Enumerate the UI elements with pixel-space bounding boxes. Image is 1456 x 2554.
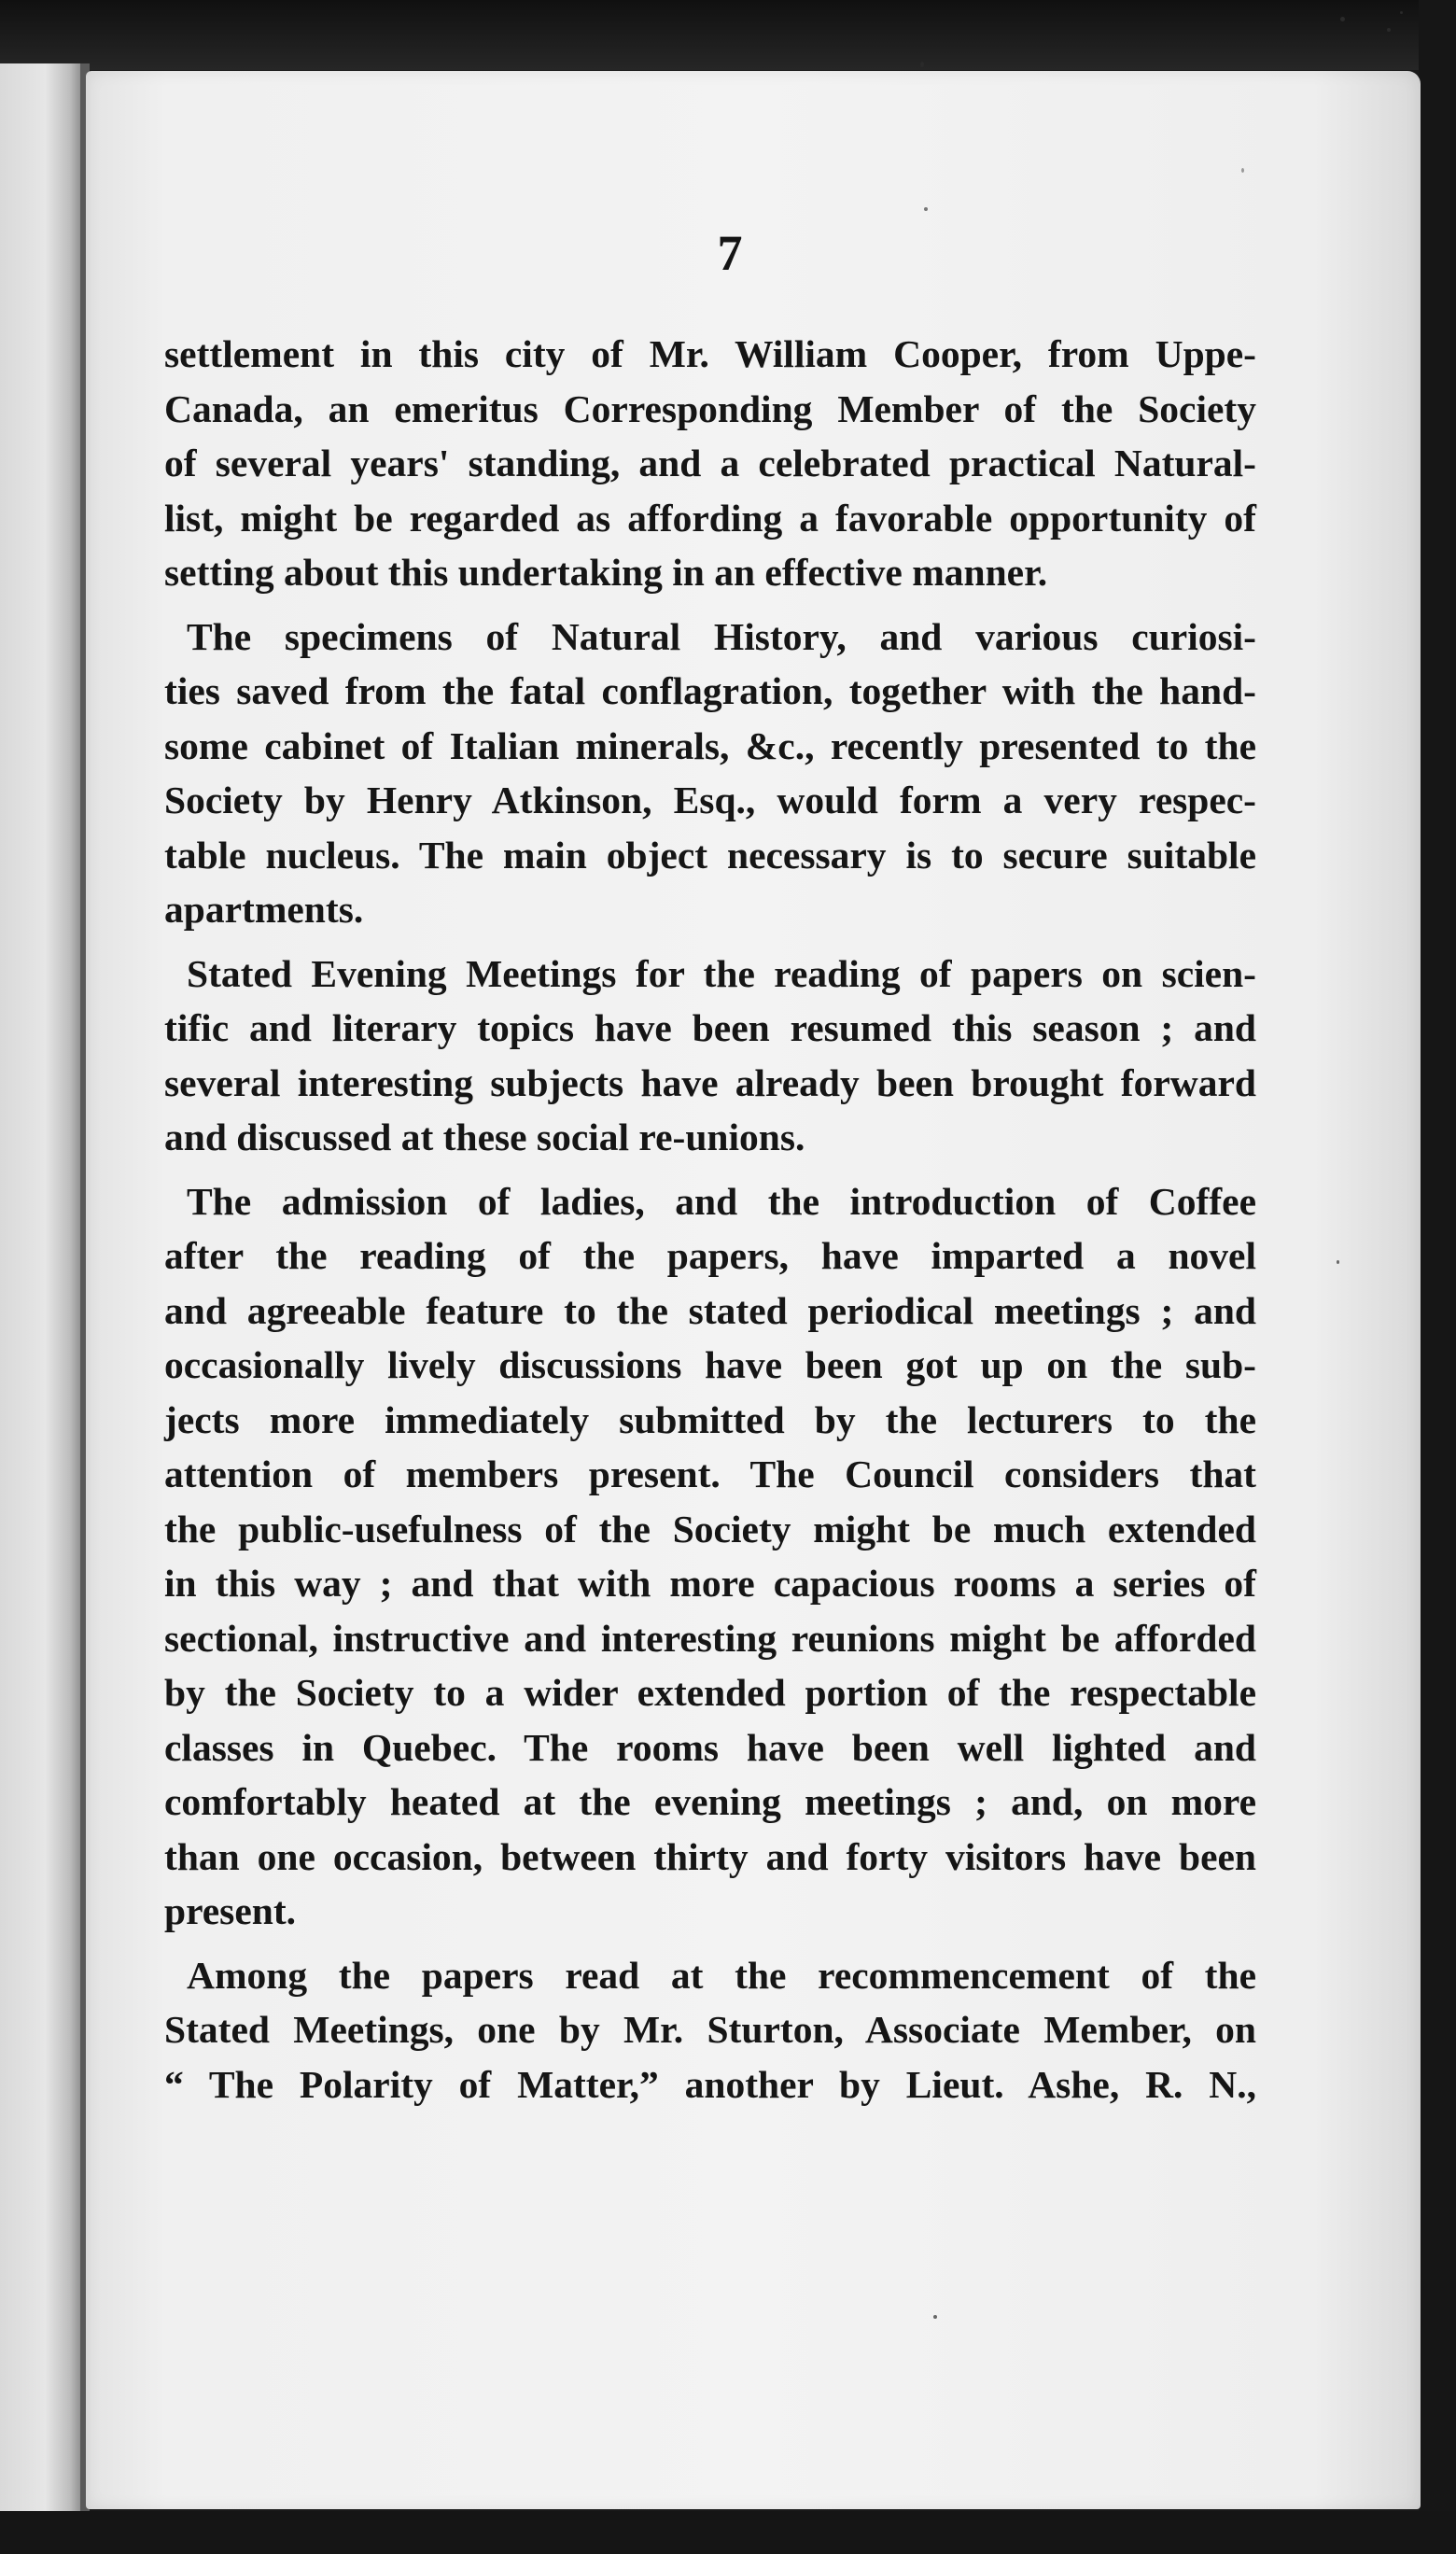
scan-right-border [1419,0,1456,2554]
text-line: several interesting subjects have already been brought forward [164,1060,1256,1104]
text-line: settlement in this city of Mr. William Cooper, from Uppe- [164,332,1256,375]
body-text [164,327,1256,2112]
scan-speck [933,2315,937,2319]
text-line: The specimens of Natural History, and various curiosi- [187,614,1256,658]
text-line: of several years' standing, and a celebrated practical Natural- [164,442,1256,484]
scan-top-border [0,0,1456,70]
text-line: apartments. [164,888,364,931]
text-line: and discussed at these social re-unions. [164,1116,805,1158]
paragraph-gap [164,600,1256,610]
text-line: by the Society to a wider extended portion of the respectable [164,1671,1256,1714]
paragraph-gap [164,937,1256,947]
scan-speck [1337,1260,1339,1264]
text-line: The admission of ladies, and the introduction of Coffee [187,1179,1256,1223]
text-line: in this way ; and that with more capacious rooms a series of [164,1562,1256,1605]
paragraph-gap [164,1939,1256,1948]
text-line: occasionally lively discussions have been got up on the sub- [164,1343,1256,1386]
paragraph-gap [164,1165,1256,1174]
text-line: table nucleus. The main object necessary is to secure suitable [164,833,1256,877]
text-line: tific and literary topics have been resumed this season ; and [164,1006,1256,1049]
text-line: “ The Polarity of Matter,” another by Lieut. Ashe, R. N., [164,2062,1256,2106]
scan-speck [924,207,928,211]
text-line: setting about this undertaking in an effective manner. [164,551,1048,594]
paragraph [164,610,1256,937]
text-line: classes in Quebec. The rooms have been well lighted and [164,1725,1256,1769]
paragraph [164,327,1256,600]
scan-speck [920,62,924,67]
paragraph [164,1948,1256,2112]
text-line: jects more immediately submitted by the lecturers to the [164,1397,1256,1441]
text-line: comfortably heated at the evening meetings ; and, on more [164,1780,1256,1823]
paragraph [164,1174,1256,1939]
text-line: attention of members present. The Council considers that [164,1452,1256,1495]
scan-bottom-border [0,2511,1456,2554]
scan-speck [1387,28,1391,32]
scan-speck [1241,168,1244,173]
text-line: the public-usefulness of the Society might be much extended [164,1507,1256,1551]
scan-speck [1340,17,1345,21]
paragraph [164,947,1256,1165]
scan-speck [1400,11,1403,14]
page-number: 7 [717,225,743,281]
text-line: Among the papers read at the recommencement of the [187,1953,1256,1997]
facing-page-edge [0,63,82,2511]
text-line: Society by Henry Atkinson, Esq., would form a very respec- [164,779,1256,821]
text-line: than one occasion, between thirty and forty visitors have been [164,1834,1256,1878]
text-line: list, might be regarded as affording a favorable opportunity of [164,496,1256,540]
text-line: some cabinet of Italian minerals, &c., recently presented to the [164,723,1256,767]
text-line: Canada, an emeritus Corresponding Member of the Society [164,386,1256,430]
text-line: ties saved from the fatal conflagration, together with the hand- [164,669,1256,712]
text-line: Stated Evening Meetings for the reading of papers on scien- [187,951,1256,995]
text-line: Stated Meetings, one by Mr. Sturton, Associate Member, on [164,2008,1256,2051]
text-line: after the reading of the papers, have imparted a novel [164,1234,1256,1277]
text-line: and agreeable feature to the stated periodical meetings ; and [164,1288,1256,1332]
text-line: sectional, instructive and interesting reunions might be afforded [164,1616,1256,1660]
text-line: present. [164,1889,297,1932]
